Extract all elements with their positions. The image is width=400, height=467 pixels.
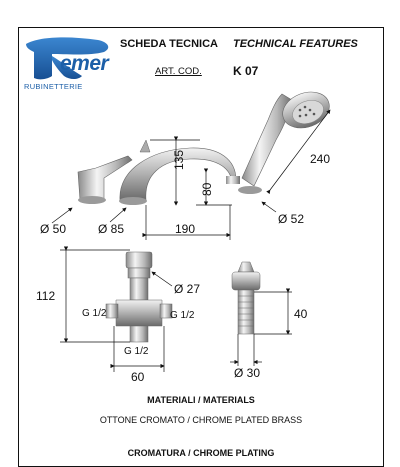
dim-diameter-50: Ø 50 xyxy=(40,222,67,236)
dim-diameter-85: Ø 85 xyxy=(98,222,125,236)
title-english: TECHNICAL FEATURES xyxy=(233,38,358,50)
dim-width-190: 190 xyxy=(175,222,196,236)
dim-height-112: 112 xyxy=(36,289,56,303)
dim-height-80: 80 xyxy=(200,182,214,196)
diverter-body xyxy=(106,252,172,342)
dim-diameter-52: Ø 52 xyxy=(278,212,305,226)
dim-diameter-30: Ø 30 xyxy=(234,366,261,380)
dim-thread-bottom: G 1/2 xyxy=(124,346,149,357)
article-code-label: ART. COD. xyxy=(155,66,202,77)
brand-name: emer xyxy=(60,52,109,75)
hand-shower xyxy=(238,86,334,194)
dim-width-60: 60 xyxy=(131,370,145,384)
materials-heading: MATERIALI / MATERIALS xyxy=(147,395,255,405)
title-italian: SCHEDA TECNICA xyxy=(120,38,218,50)
dim-height-135: 135 xyxy=(172,149,186,170)
materials-section xyxy=(18,395,384,425)
dim-thread-right: G 1/2 xyxy=(170,310,195,321)
dim-diameter-27: Ø 27 xyxy=(174,282,201,296)
materials-value: OTTONE CROMATO / CHROME PLATED BRASS xyxy=(99,415,303,425)
article-code-value: K 07 xyxy=(233,64,259,78)
dim-height-40: 40 xyxy=(294,307,308,321)
pop-up-fitting xyxy=(232,262,260,334)
dim-thread-left: G 1/2 xyxy=(82,308,107,319)
plating-heading: CROMATURA / CHROME PLATING xyxy=(127,448,275,458)
dim-length-240: 240 xyxy=(310,152,331,166)
brand-subtitle: RUBINETTERIE xyxy=(24,82,83,91)
